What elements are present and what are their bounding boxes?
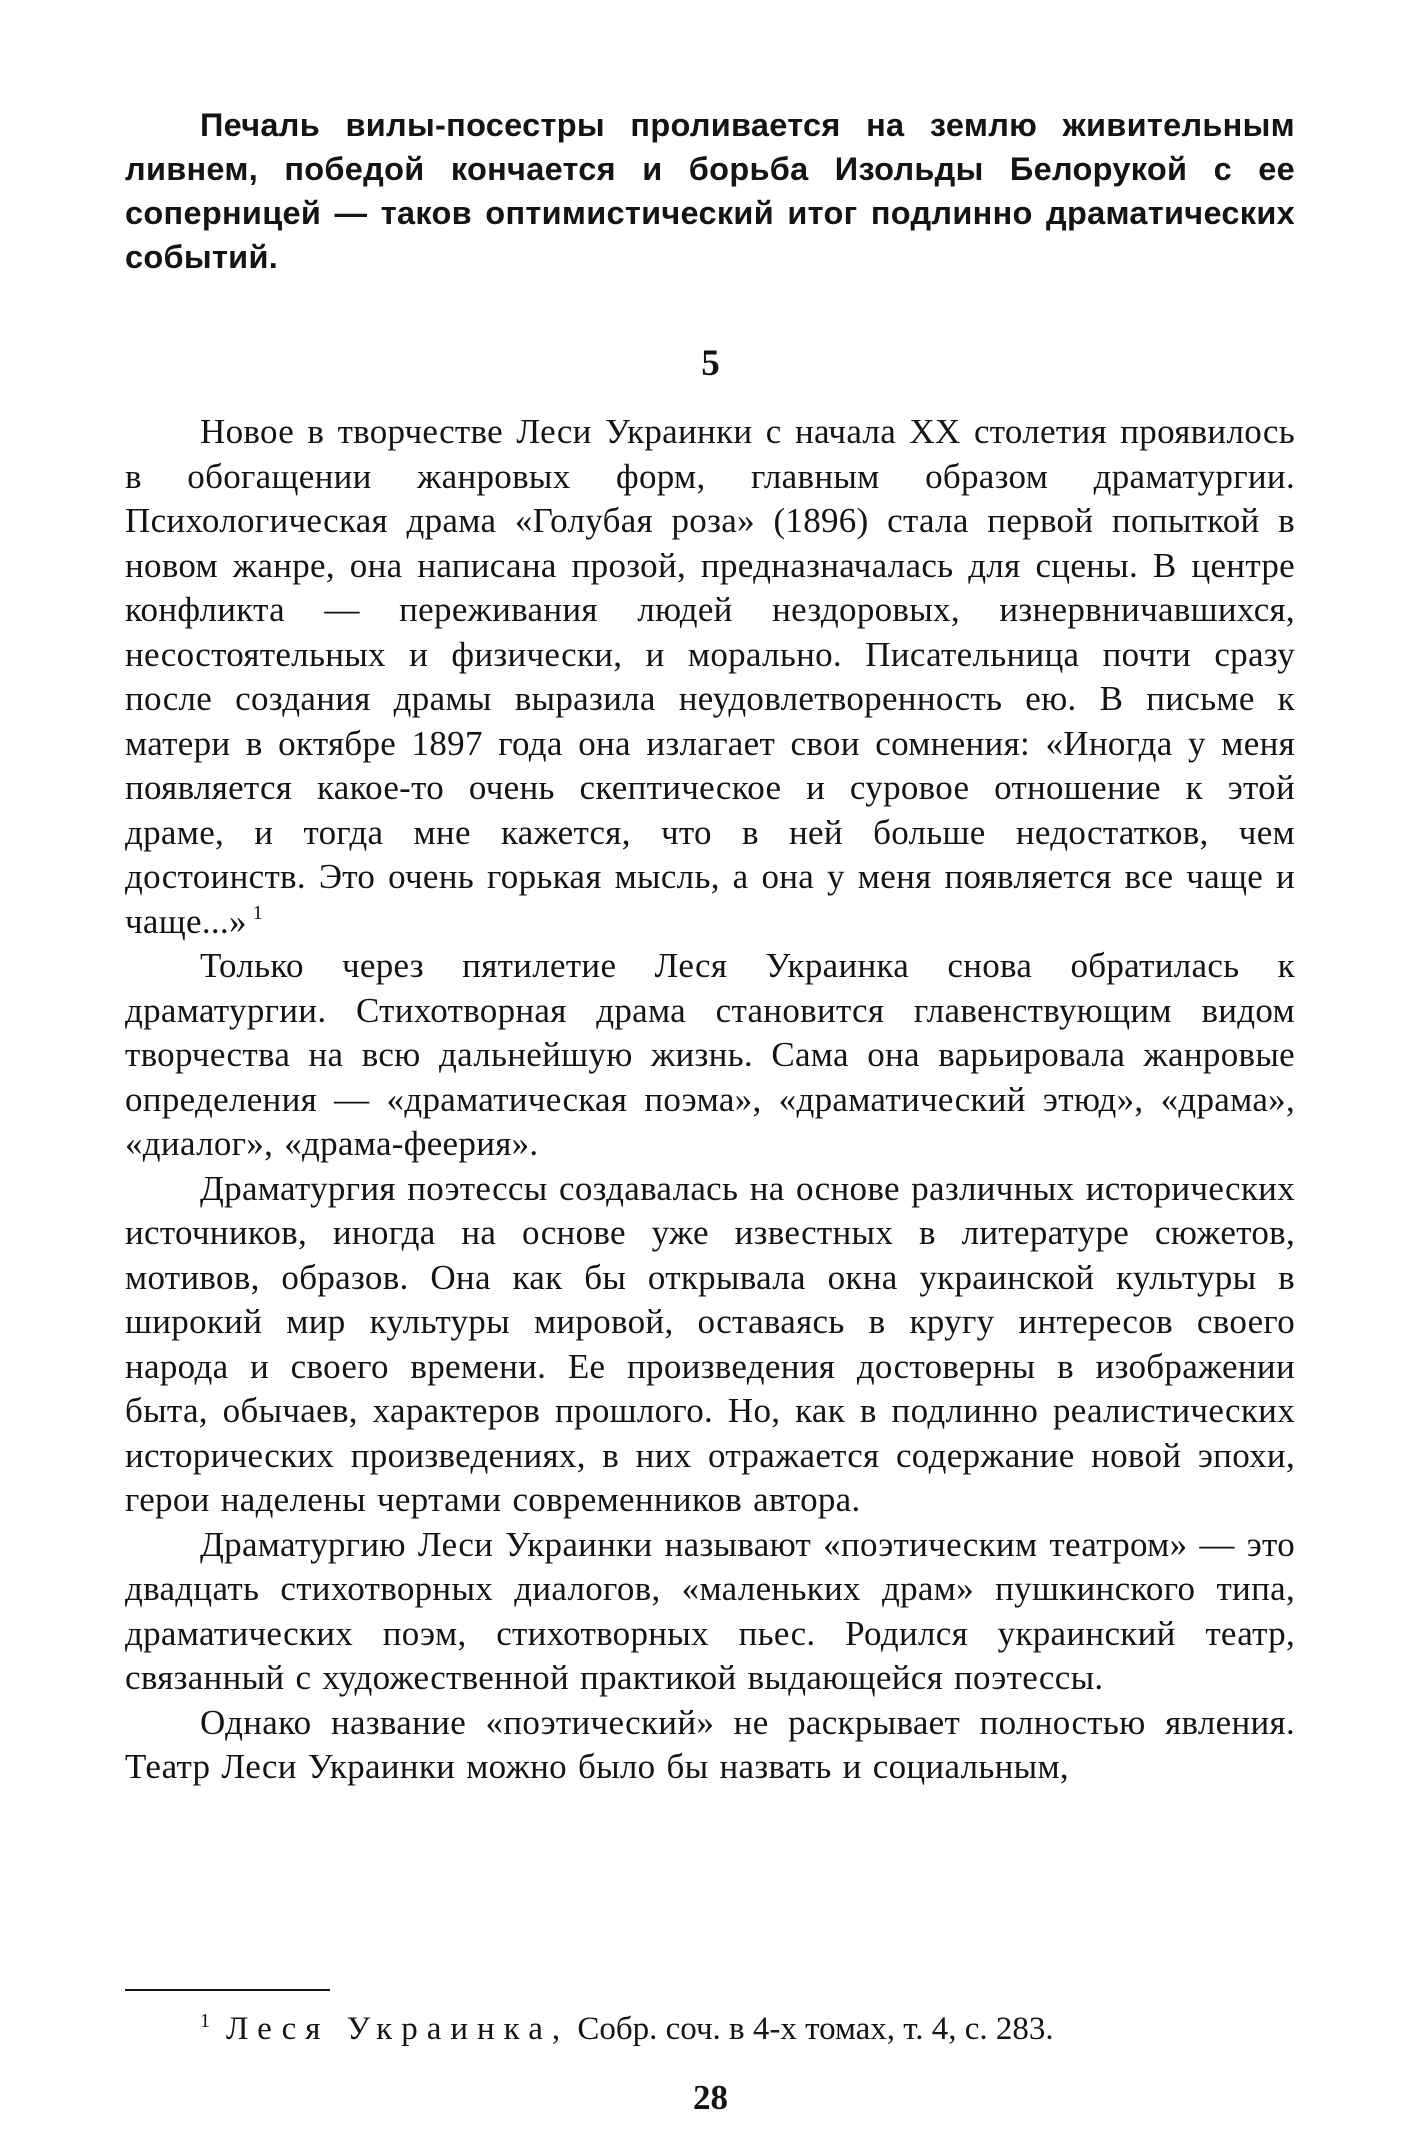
top-text-block <box>125 103 1295 279</box>
footnote-reference: 1 <box>252 901 264 924</box>
paragraph-4: Драматургию Леси Украинки называют «поэтическим театром» — это двадцать стихотворных диалогов, «маленьких драм» пушкинского типа, драматических поэм, стихотворных пьес. Родился украинский театр, связанный с художественной практикой выдающейся поэтессы. <box>125 1524 1295 1697</box>
paragraph-2: Только через пятилетие Леся Украинка снова обратилась к драматургии. Стихотворная драма становится главенствующим видом творчества на всю дальнейшую жизнь. Сама она варьировала жанровые определения — «драматическая поэма», «драматический этюд», «драма», «диалог», «драма-феерия». <box>125 946 1295 1163</box>
paragraph-1-text: Новое в творчестве Леси Украинки с начала XX столетия проявилось в обогащении жанровых форм, главным образом драматургии. Психологическая драма «Голубая роза» (1896) стала первой попыткой в новом жанре, она написана прозой, предназначалась для сцены. В центре конфликта — переживания людей нездоровых, изнервничавшихся, несостоятельных и физически, и морально. Писательница почти сразу после создания драмы выразила неудовлетворенность ею. В письме к матери в октябре 1897 года она излагает свои сомнения: «Иногда у меня появляется какое-то очень скептическое и суровое отношение к этой драме, и тогда мне кажется, что в ней больше недостатков, чем достоинств. Это очень горькая мысль, а она у меня появляется все чаще и чаще...» <box>125 412 1295 941</box>
body-text <box>125 410 1295 1790</box>
paragraph-1 <box>125 410 1295 944</box>
paragraph-5: Однако название «поэтический» не раскрывает полностью явления. Театр Леси Украинки можно было бы назвать и социальным, <box>125 1702 1295 1786</box>
footnote-citation: Собр. соч. в 4-х томах, т. 4, с. 283. <box>577 2011 1054 2047</box>
footnote <box>200 1999 1054 2051</box>
footnote-author: Леся Украинка, <box>226 2011 570 2047</box>
footnote-number: 1 <box>200 2010 210 2032</box>
closing-paragraph: Печаль вилы-посестры проливается на землю живительным ливнем, победой кончается и борьба Изольды Белорукой с ее соперницей — таков оптимистический итог подлинно драматических событий. <box>125 107 1295 275</box>
footnote-divider <box>125 1989 330 1991</box>
page-number: 28 <box>693 2078 728 2117</box>
paragraph-3: Драматургия поэтессы создавалась на основе различных исторических источников, иногда на основе уже известных в литературе сюжетов, мотивов, образов. Она как бы открывала окна украинской культуры в широкий мир культуры мировой, оставаясь в кругу интересов своего народа и своего времени. Ее произведения достоверны в изображении быта, обычаев, характеров прошлого. Но, как в подлинно реалистических исторических произведениях, в них отражается содержание новой эпохи, герои наделены чертами современников автора. <box>125 1168 1295 1519</box>
section-number: 5 <box>701 343 720 384</box>
